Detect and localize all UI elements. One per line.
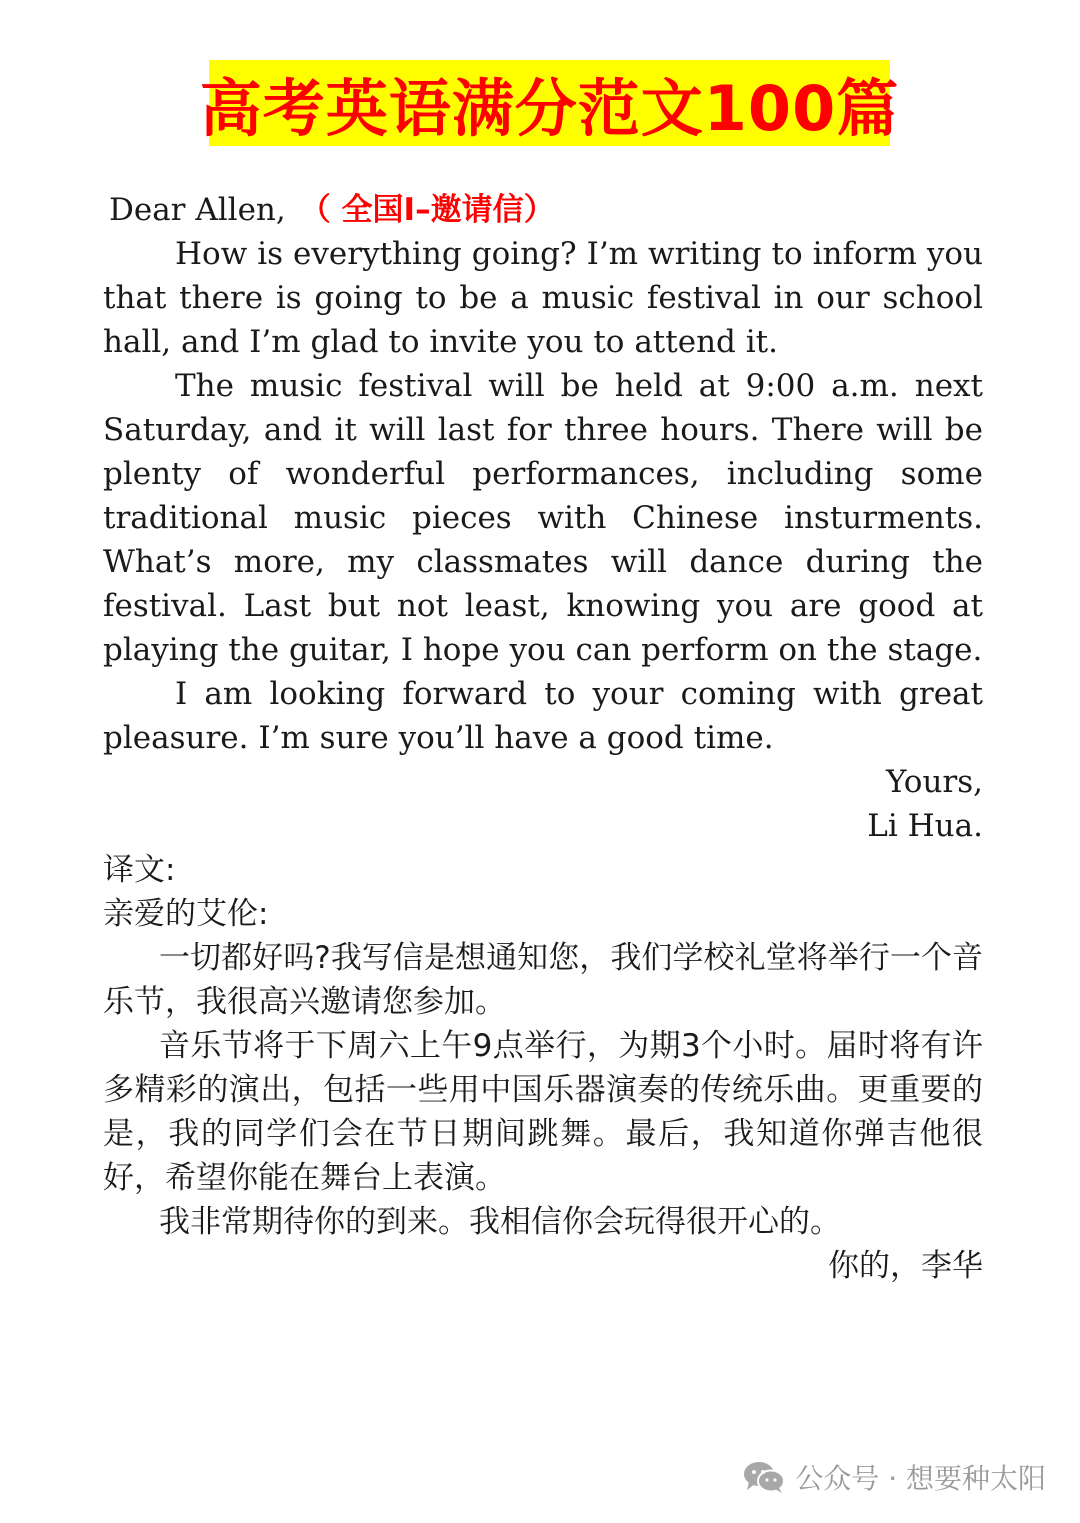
title-banner [199, 60, 900, 146]
translation-paragraph-2: 音乐节将于下周六上午9点举行，为期3个小时。届时将有许多精彩的演出，包括一些用中国乐器演奏的传统乐曲。更重要的是，我的同学们会在节日期间跳舞。最后，我知道你弹吉他很好，希望你能在舞台上表演。 [103, 1028, 983, 1196]
english-letter [103, 188, 983, 848]
translation-salutation: 亲爱的艾伦: [103, 896, 269, 932]
wechat-icon [743, 1460, 785, 1494]
letter-paragraph-3: I am looking forward to your coming with great pleasure. I’m sure you’ll have a good time. [103, 676, 983, 756]
letter-paragraph-2: The music festival will be held at 9:00 a.m. next Saturday, and it will last for three hours. There will be plenty of wonderful performances, including some traditional music pieces with Chinese insturments. What’s more, my classmates will dance during the festival. Last but not least, knowing you are good at playing the guitar, I hope you can perform on the stage. [103, 368, 983, 668]
translation-paragraph-3: 我非常期待你的到来。我相信你会玩得很开心的。 [159, 1204, 841, 1240]
page-title: 高考英语满分范文100篇 [199, 71, 900, 145]
translation-signature: 你的，李华 [828, 1248, 983, 1284]
letter-closing: Yours, [886, 764, 983, 800]
chinese-translation [103, 848, 983, 1288]
translation-heading: 译文: [103, 852, 176, 888]
watermark-text: 公众号 · 想要种太阳 [795, 1462, 1046, 1495]
letter-salutation: Dear Allen, [109, 192, 286, 228]
translation-paragraph-1: 一切都好吗?我写信是想通知您，我们学校礼堂将举行一个音乐节，我很高兴邀请您参加。 [103, 940, 983, 1020]
letter-type-tag: （ 全国I–邀请信） [299, 192, 555, 228]
watermark [743, 1457, 1046, 1497]
letter-salutation-line [103, 188, 983, 232]
letter-signature: Li Hua. [867, 808, 983, 844]
letter-paragraph-1: How is everything going? I’m writing to inform you that there is going to be a music festival in our school hall, and I’m glad to invite you to attend it. [103, 236, 983, 360]
